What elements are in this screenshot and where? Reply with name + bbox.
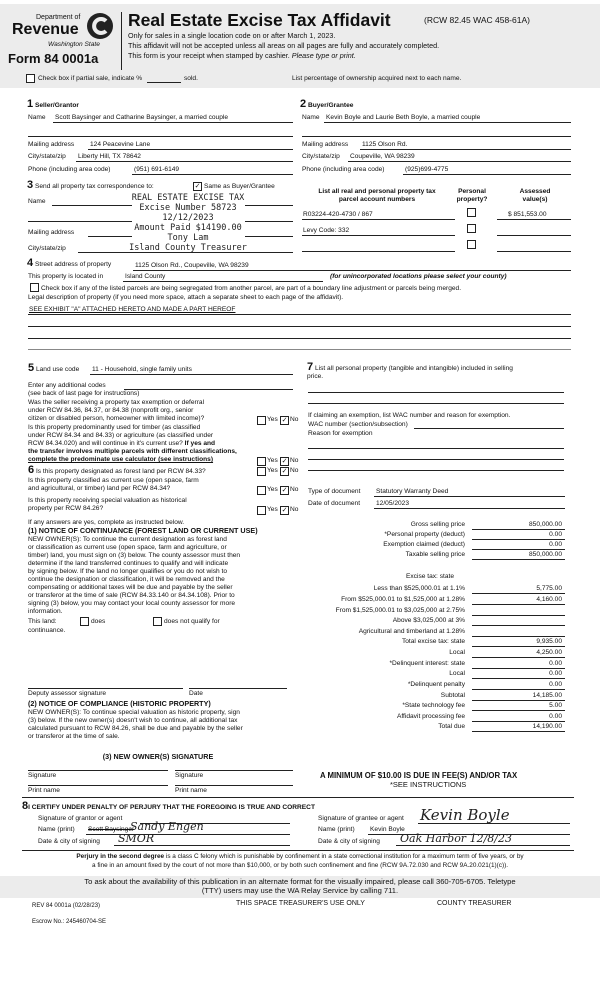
segregation-label: Check box if any of the listed parcels are being segregated from another parcel, are part of a boundary line adjustment or parcels being merged. — [41, 285, 462, 292]
stamp-line: Excise Number 58723 — [139, 203, 237, 213]
reason-field[interactable] — [308, 470, 564, 471]
question-text: and agricultural, or timber) land per RCW 84.34? — [28, 485, 171, 492]
personal-property-label: price. — [307, 373, 324, 380]
question-text: Is this property receiving special valuation as historical — [28, 497, 187, 504]
calc-value-field[interactable]: 14,190.00 — [532, 723, 562, 730]
line — [472, 593, 565, 594]
line — [472, 549, 565, 550]
calc-label: Affidavit processing fee — [396, 713, 465, 720]
notice-line: by signing below. If the land no longer qualifies or you do not wish to — [28, 568, 228, 575]
accessibility-note: To ask about the availability of this publication in an alternate format for the visually impaired, please call 360-705-6705. Teletype — [84, 877, 516, 886]
calc-label: *Personal property (deduct) — [384, 531, 465, 538]
does-not-qualify-checkbox[interactable] — [153, 617, 162, 626]
type-note: Please type or print. — [291, 51, 356, 60]
header-line-1: Only for sales in a single location code on or after March 1, 2023. — [128, 31, 336, 40]
form-number: Form 84 0001a — [8, 51, 99, 66]
line — [123, 281, 323, 282]
line — [472, 689, 565, 690]
label: Name — [302, 114, 320, 121]
line — [472, 657, 565, 658]
personal-header: Personal — [458, 188, 486, 195]
notice-continuance-title: (1) NOTICE OF CONTINUANCE (FOREST LAND OR CURRENT USE) — [28, 526, 258, 535]
calc-value-field[interactable]: 14,185.00 — [532, 692, 562, 699]
line — [88, 236, 132, 237]
legal-description-field[interactable]: SEE EXHIBIT "A" ATTACHED HERETO AND MADE A PART HEREOF — [29, 306, 236, 313]
header-line-3 — [128, 52, 356, 60]
owner-signature-field[interactable] — [28, 770, 168, 771]
section-number: 1 — [27, 98, 34, 110]
line — [76, 161, 293, 162]
line — [418, 823, 570, 824]
line — [28, 136, 293, 137]
notice-line: (3) below. If the new owner(s) doesn't wish to continue, all additional tax — [28, 717, 238, 724]
line — [472, 700, 565, 701]
yes-checkbox[interactable] — [257, 457, 266, 466]
assessed-header: value(s) — [522, 196, 548, 203]
buyer-mailing-field[interactable]: 1125 Olson Rd. — [362, 141, 408, 148]
revenue-logo-text: Revenue — [12, 21, 79, 38]
calc-value-field[interactable]: 4,250.00 — [536, 649, 562, 656]
line — [360, 149, 571, 150]
grantee-date-city-field[interactable]: Oak Harbor 12/8/23 — [400, 832, 512, 845]
deputy-label: Deputy assessor signature — [28, 690, 107, 697]
partial-sale-checkbox[interactable] — [26, 74, 35, 83]
grantor-date-city-field[interactable]: SMOR — [118, 832, 155, 845]
label: Date & city of signing — [38, 838, 100, 845]
no-checkbox[interactable]: ✓ — [281, 417, 288, 424]
does-qualify-checkbox[interactable] — [80, 617, 89, 626]
line — [245, 236, 293, 237]
no-checkbox[interactable]: ✓ — [281, 458, 288, 465]
line — [374, 496, 565, 497]
no-label: No — [290, 467, 299, 474]
section-number: 3 — [27, 179, 34, 191]
this-land-label: This land: — [28, 618, 57, 625]
calc-value-field[interactable]: 5.00 — [549, 702, 562, 709]
line — [472, 710, 565, 711]
line — [88, 149, 293, 150]
land-use-label: Land use code — [35, 366, 80, 373]
print-name-label: Print name — [175, 787, 207, 794]
additional-codes-field[interactable] — [124, 389, 293, 390]
seller-title: Seller/Grantor — [34, 102, 79, 109]
line — [302, 235, 455, 236]
line — [53, 122, 293, 123]
section-divider — [28, 349, 571, 350]
does-label: does — [91, 618, 106, 625]
label: City/state/zip — [28, 153, 66, 160]
label: Phone (including area code) — [302, 166, 385, 173]
perjury-body: is a class C felony which is punishable by confinement in a state correctional institution for a maximum term of five years, or by — [165, 853, 524, 860]
question-text: under RCW 84.34 and 84.33) or agriculture (as classified under — [28, 432, 214, 439]
line — [472, 615, 565, 616]
question-text: complete the predominate use calculator (see instructions) — [28, 456, 214, 463]
yes-label: Yes — [267, 467, 278, 474]
question-text: RCW 84.34.020) and will continue in it's current use? — [28, 440, 183, 447]
question-text: If yes and — [184, 440, 216, 447]
calc-value-field[interactable]: 5,775.00 — [536, 585, 562, 592]
see-instructions-note: *SEE INSTRUCTIONS — [390, 780, 467, 789]
grantor-name-field[interactable]: Scott Baysinger — [88, 826, 135, 833]
county-select[interactable]: Island County — [125, 273, 166, 280]
calc-label: From $525,000.01 to $1,525,000 at 1.28% — [341, 596, 465, 603]
signature-label: Signature — [28, 772, 57, 779]
grantor-name-handwritten: Sandy Engen — [130, 820, 204, 833]
line — [90, 374, 293, 375]
seller-phone-field[interactable]: (951) 691-6149 — [134, 166, 180, 173]
personal-property-field[interactable] — [308, 392, 564, 393]
calc-value-field[interactable]: 0.00 — [549, 531, 562, 538]
line — [28, 326, 571, 327]
yes-checkbox[interactable] — [257, 416, 266, 425]
calc-value-field[interactable]: 4,160.00 — [536, 596, 562, 603]
deputy-date-field[interactable] — [189, 688, 287, 689]
line — [472, 721, 565, 722]
line — [302, 219, 455, 220]
line — [302, 136, 571, 137]
section-number: 8 — [22, 800, 29, 812]
doc-date-label: Date of document — [308, 500, 361, 507]
yes-checkbox[interactable] — [257, 467, 266, 476]
new-owner-signature-title: (3) NEW OWNER(S) SIGNATURE — [102, 752, 214, 761]
segregation-checkbox[interactable] — [30, 283, 39, 292]
calc-label: From $1,525,000.01 to $3,025,000 at 2.75% — [335, 607, 465, 614]
partial-sale-label: Check box if partial sale, indicate % — [38, 75, 143, 82]
correspondence-label: Send all property tax correspondence to: — [34, 183, 154, 190]
land-use-code-field[interactable]: 11 - Household, single family units — [92, 366, 192, 373]
label: This property is located in — [28, 273, 104, 280]
line — [132, 174, 293, 175]
signature-label: Signature — [175, 772, 204, 779]
calc-label: Total excise tax: state — [401, 638, 465, 645]
header-divider — [121, 12, 122, 70]
line — [472, 678, 565, 679]
stamp-line: Tony Lam — [167, 233, 209, 243]
line — [133, 270, 571, 271]
notice-line: NEW OWNER(S): To continue special valuation as historic property, sign — [28, 709, 240, 716]
line — [28, 221, 132, 222]
additional-codes-note: (see back of last page for instructions) — [28, 390, 140, 397]
notice-compliance-title: (2) NOTICE OF COMPLIANCE (HISTORIC PROPERTY) — [28, 699, 211, 708]
question-text: under RCW 84.36, 84.37, or 84.38 (nonprofit org., senior — [28, 407, 194, 414]
revision-label: REV 84 0001a (02/28/23) — [32, 903, 101, 909]
line — [348, 161, 571, 162]
calc-label: Subtotal — [440, 692, 465, 699]
calc-label: Total due — [438, 723, 465, 730]
reason-field[interactable] — [308, 448, 564, 449]
citation: (RCW 82.45 WAC 458-61A) — [424, 15, 530, 25]
same-as-buyer-label: Same as Buyer/Grantee — [204, 183, 275, 190]
section-number: 6 — [28, 464, 35, 476]
yes-label: Yes — [267, 486, 278, 493]
notice-line: calculated pursuant to RCW 84.26, shall be due and payable by the seller — [28, 725, 243, 732]
no-label: No — [290, 506, 299, 513]
state-label: Washington State — [48, 41, 100, 48]
exemption-instructions: If claiming an exemption, list WAC number and reason for exemption. — [308, 412, 511, 419]
calc-value-field[interactable]: 850,000.00 — [528, 551, 562, 558]
parcel-number-field[interactable]: R03224-420-4730 / 867 — [303, 211, 373, 218]
assessed-header: Assessed — [519, 188, 551, 195]
calc-label: Excise tax: state — [405, 573, 454, 580]
same-as-buyer-checkbox[interactable]: ✓ — [194, 183, 201, 190]
perjury-text-2: a fine in an amount fixed by the court of not more than $10,000, or by both such confinement and fine (RCW 9A.72.030 and RCW 9A.20.021(1)(c)). — [92, 862, 508, 869]
line — [472, 625, 565, 626]
reason-field[interactable] — [308, 459, 564, 460]
notice-line: compensating or additional taxes will be due and payable by the seller — [28, 584, 233, 591]
yes-checkbox[interactable] — [257, 506, 266, 515]
line — [28, 314, 571, 315]
notice-line: or transferor at the time of sale (RCW 84.33.140 or 84.34.108). Prior to — [28, 592, 235, 599]
label: City/state/zip — [302, 153, 340, 160]
accessibility-note-2: (TTY) users may use the WA Relay Service by calling 711. — [201, 886, 399, 895]
treasurer-stamp — [128, 193, 248, 253]
date-label: Date — [189, 690, 203, 697]
perjury-bold: Perjury in the second degree — [76, 853, 165, 860]
label: Name (print) — [38, 826, 75, 833]
escrow-number: Escrow No.: 245460704-SE — [32, 919, 107, 925]
parcel-number-field[interactable]: Levy Code: 332 — [303, 227, 350, 234]
line — [302, 251, 455, 252]
instructions-text: If any answers are yes, complete as instructed below. — [28, 519, 185, 526]
partial-percent-field[interactable] — [147, 82, 181, 83]
calc-value-field[interactable]: 0.00 — [549, 541, 562, 548]
label: Name — [28, 198, 46, 205]
line — [472, 539, 565, 540]
seller-name-field[interactable]: Scott Baysinger and Catharine Baysinger, a married couple — [55, 114, 228, 121]
calc-value-field[interactable]: 850,000.00 — [528, 521, 562, 528]
line — [245, 221, 293, 222]
sold-label: sold. — [184, 75, 198, 82]
line — [497, 219, 571, 220]
line — [324, 122, 571, 123]
label: Name (print) — [318, 826, 355, 833]
calc-label: Agricultural and timberland at 1.28% — [358, 628, 465, 635]
grantee-name-field[interactable]: Kevin Boyle — [370, 826, 405, 833]
calc-label: Taxable selling price — [405, 551, 465, 558]
property-address-field[interactable]: 1125 Olson Rd., Coupeville, WA 98239 — [135, 262, 249, 269]
grantee-signature-label: Signature of grantee or agent — [318, 815, 404, 822]
stamp-line: Island County Treasurer — [129, 243, 247, 253]
personal-property-checkbox[interactable] — [467, 240, 476, 249]
buyer-phone-field[interactable]: (925)699-4775 — [405, 166, 449, 173]
section-number: 4 — [27, 257, 34, 269]
receipt-note: This form is your receipt when stamped by cashier. — [128, 51, 290, 60]
section-divider — [22, 797, 574, 798]
calc-label: Above $3,025,000 at 3% — [392, 617, 465, 624]
deputy-signature-field[interactable] — [28, 688, 183, 689]
line — [472, 636, 565, 637]
line — [403, 174, 571, 175]
calc-value-field[interactable]: 0.00 — [549, 681, 562, 688]
calc-label: Exemption claimed (deduct) — [383, 541, 465, 548]
ownership-note: List percentage of ownership acquired next to each name. — [292, 75, 462, 82]
notice-line: information. — [28, 608, 63, 615]
calc-value-field[interactable]: 0.00 — [549, 660, 562, 667]
personal-property-checkbox[interactable] — [467, 224, 476, 233]
county-treasurer-label: COUNTY TREASURER — [437, 900, 512, 907]
seller-city-field[interactable]: Liberty Hill, TX 78642 — [78, 153, 141, 160]
notice-line: or transferor at the time of sale. — [28, 733, 120, 740]
calc-label: Less than $525,000.01 at 1.1% — [373, 585, 465, 592]
label: Mailing address — [28, 141, 75, 148]
calc-label: *Delinquent interest: state — [389, 660, 465, 667]
line — [472, 529, 565, 530]
line — [245, 205, 293, 206]
personal-property-checkbox[interactable] — [467, 208, 476, 217]
parcel-header: parcel account numbers — [338, 196, 416, 203]
assessed-value-field[interactable]: $ 851,553.00 — [508, 211, 547, 218]
dor-logo-icon — [86, 12, 114, 40]
line — [28, 338, 571, 339]
no-label: No — [290, 457, 299, 464]
header-line-2: This affidavit will not be accepted unless all areas on all pages are fully and accurately completed. — [128, 41, 440, 50]
line — [374, 508, 565, 509]
notice-line: signing (3) below, you may contact your local county assessor for more — [28, 600, 236, 607]
grantor-signature-label: Signature of grantor or agent — [38, 815, 123, 822]
owner-print-name-field[interactable] — [28, 785, 168, 786]
stamp-line: 12/12/2023 — [162, 213, 214, 223]
no-checkbox[interactable]: ✓ — [281, 487, 288, 494]
label: Mailing address — [28, 229, 75, 236]
section-number: 5 — [28, 362, 35, 374]
buyer-city-field[interactable]: Coupeville, WA 98239 — [350, 153, 415, 160]
notice-line: determine if the land transferred continues to qualify and will indicate — [28, 560, 229, 567]
yes-label: Yes — [267, 457, 278, 464]
line — [497, 251, 571, 252]
certification-text: I CERTIFY UNDER PENALTY OF PERJURY THAT THE FOREGOING IS TRUE AND CORRECT — [28, 804, 315, 811]
no-checkbox[interactable]: ✓ — [281, 507, 288, 514]
section-divider — [22, 850, 574, 851]
reason-label: Reason for exemption — [308, 430, 373, 437]
question-text: Was the seller receiving a property tax exemption or deferral — [28, 399, 205, 406]
no-label: No — [290, 416, 299, 423]
no-label: No — [290, 486, 299, 493]
label: Name — [28, 114, 46, 121]
calc-label: Local — [449, 649, 465, 656]
calc-label: Gross selling price — [410, 521, 465, 528]
line — [472, 646, 565, 647]
doc-type-field[interactable]: Statutory Warranty Deed — [376, 488, 449, 495]
calc-label: *State technology fee — [402, 702, 465, 709]
owner-signature-field[interactable] — [175, 770, 293, 771]
line — [472, 731, 565, 732]
section-number: 7 — [307, 361, 314, 373]
label: Date & city of signing — [318, 838, 380, 845]
line — [114, 845, 290, 846]
calc-label: Local — [449, 670, 465, 677]
question-text: the transfer involves multiple parcels with different classifications, — [28, 448, 237, 455]
continuance-label: continuance. — [28, 627, 66, 634]
line — [396, 845, 570, 846]
personal-property-field[interactable] — [308, 403, 564, 404]
personal-property-label: List all personal property (tangible and intangible) included in selling — [314, 365, 513, 372]
grantee-signature-field[interactable]: Kevin Boyle — [420, 806, 510, 824]
calc-label: *Delinquent penalty — [407, 681, 465, 688]
yes-label: Yes — [267, 506, 278, 513]
calc-value-field[interactable]: 0.00 — [549, 670, 562, 677]
line — [86, 834, 290, 835]
label: Mailing address — [302, 141, 349, 148]
line — [497, 235, 571, 236]
line — [472, 604, 565, 605]
perjury-text — [0, 853, 600, 861]
notice-line: or classification as current use (open space, farm and agriculture, or — [28, 544, 227, 551]
stamp-line: REAL ESTATE EXCISE TAX — [131, 193, 245, 203]
doc-type-label: Type of document — [308, 488, 361, 495]
wac-number-field[interactable] — [414, 428, 564, 429]
label: Phone (including area code) — [28, 166, 111, 173]
minimum-due-note: A MINIMUM OF $10.00 IS DUE IN FEE(S) AND/OR TAX — [320, 771, 518, 780]
doc-date-field[interactable]: 12/05/2023 — [376, 500, 410, 507]
stamp-line: Amount Paid $14190.00 — [134, 223, 242, 233]
question-text: Is this property designated as forest land per RCW 84.33? — [35, 468, 206, 475]
calc-value-field[interactable]: 9,935.00 — [536, 638, 562, 645]
notice-line: NEW OWNER(S): To continue the current designation as forest land — [28, 536, 227, 543]
street-label: Street address of property — [34, 261, 112, 268]
parcel-header: List all real and personal property tax — [318, 188, 436, 195]
personal-header: property? — [456, 196, 488, 203]
wac-label: WAC number (section/subsection) — [308, 421, 408, 428]
does-not-label: does not qualify for — [164, 618, 220, 625]
line — [472, 559, 565, 560]
buyer-title: Buyer/Grantee — [307, 102, 354, 109]
question-text: citizen or disabled person, homeowner with limited income)? — [28, 415, 205, 422]
buyer-name-field[interactable]: Kevin Boyle and Laurie Beth Boyle, a married couple — [326, 114, 481, 121]
notice-line: continue the designation or classification, it will be removed and the — [28, 576, 225, 583]
line — [472, 668, 565, 669]
dept-label: Department of — [36, 14, 81, 21]
seller-mailing-field[interactable]: 124 Peacevine Lane — [90, 141, 151, 148]
page-title: Real Estate Excise Tax Affidavit — [128, 10, 391, 30]
question-text: Is this property classified as current use (open space, farm — [28, 477, 199, 484]
additional-codes-label: Enter any additional codes — [28, 382, 106, 389]
legal-description-label: Legal description of property (if you need more space, attach a separate sheet to each page of the affidavit). — [28, 294, 344, 301]
yes-label: Yes — [267, 416, 278, 423]
yes-checkbox[interactable] — [257, 486, 266, 495]
line — [52, 205, 132, 206]
section-number: 2 — [300, 98, 307, 110]
no-checkbox[interactable]: ✓ — [281, 468, 288, 475]
treasurer-space-label: THIS SPACE TREASURER'S USE ONLY — [236, 900, 365, 907]
question-text: Is this property predominantly used for timber (as classified — [28, 424, 201, 431]
calc-value-field[interactable]: 0.00 — [549, 713, 562, 720]
notice-line: timber) land, you must sign on (3) below. The county assessor must then — [28, 552, 241, 559]
print-name-label: Print name — [28, 787, 60, 794]
label: City/state/zip — [28, 245, 66, 252]
question-text: property per RCW 84.26? — [28, 505, 104, 512]
unincorporated-note: (for unincorporated locations please select your county) — [330, 273, 507, 280]
owner-print-name-field[interactable] — [175, 785, 293, 786]
